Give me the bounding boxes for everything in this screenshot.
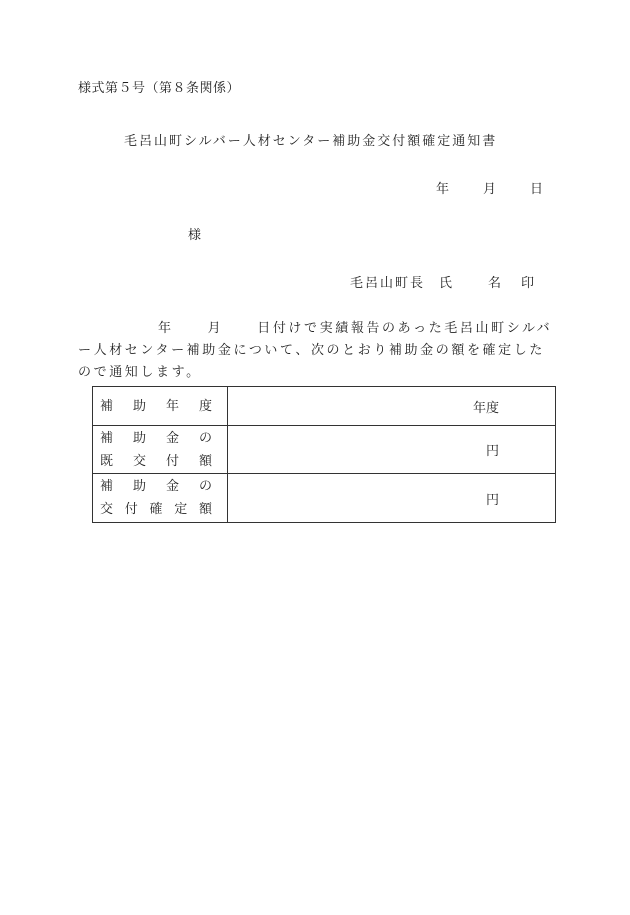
label-char: 確 (149, 502, 163, 517)
table-row (93, 426, 556, 474)
subsidy-table (92, 386, 556, 523)
label-line (100, 475, 212, 498)
label-char: 助 (132, 398, 146, 414)
confirmed-amount-cell: 円 (228, 474, 556, 523)
label-char: 助 (132, 430, 146, 446)
label-char: の (198, 430, 212, 446)
label-cell (93, 387, 228, 426)
form-number: 様式第５号（第８条関係） (78, 81, 241, 96)
issuer-line (350, 272, 536, 291)
label-char: の (198, 479, 212, 494)
body-line-1-text: 日付けで実績報告のあった毛呂山町シルバ (257, 321, 553, 336)
label-char: 金 (165, 430, 179, 446)
body-line-3: ので通知します。 (78, 365, 202, 380)
label-char: 交 (132, 453, 146, 469)
issuer-mei: 名 (488, 276, 504, 291)
body-month: 月 (207, 321, 224, 336)
date-year-label: 年 (436, 182, 450, 197)
label-cell (93, 426, 228, 474)
issuer-title: 毛呂山町長 (350, 276, 426, 291)
seal-mark: 印 (521, 276, 537, 291)
recipient-honorific: 様 (188, 228, 202, 243)
document-title: 毛呂山町シルバー人材センター補助金交付額確定通知書 (124, 134, 498, 149)
date-month-label: 月 (483, 182, 497, 197)
table-row (93, 474, 556, 523)
table-row (93, 387, 556, 426)
label-line (100, 395, 212, 418)
body-line-1 (78, 318, 564, 340)
label-char: 度 (198, 398, 212, 414)
label-char: 補 (100, 430, 114, 446)
label-line (100, 450, 212, 473)
label-cell (93, 474, 228, 523)
label-char: 交 (100, 502, 114, 517)
label-char: 補 (100, 398, 114, 414)
fiscal-year-cell: 年度 (228, 387, 556, 426)
label-char: 額 (198, 502, 212, 517)
body-paragraph (78, 318, 564, 384)
previous-amount-cell: 円 (228, 426, 556, 474)
label-char: 付 (165, 453, 179, 469)
label-char: 額 (198, 453, 212, 469)
body-year: 年 (158, 321, 174, 336)
label-line (100, 498, 212, 521)
label-char: 助 (132, 479, 146, 494)
label-char: 金 (165, 479, 179, 494)
label-char: 補 (100, 479, 114, 494)
date-line (436, 178, 543, 197)
label-char: 定 (174, 502, 188, 517)
issuer-shi: 氏 (439, 276, 455, 291)
label-char: 既 (100, 453, 114, 469)
label-char: 付 (124, 502, 138, 517)
body-line-2: ー人材センター補助金について、次のとおり補助金の額を確定した (78, 343, 545, 358)
date-day-label: 日 (530, 182, 544, 197)
label-line (100, 427, 212, 450)
label-char: 年 (165, 398, 179, 414)
